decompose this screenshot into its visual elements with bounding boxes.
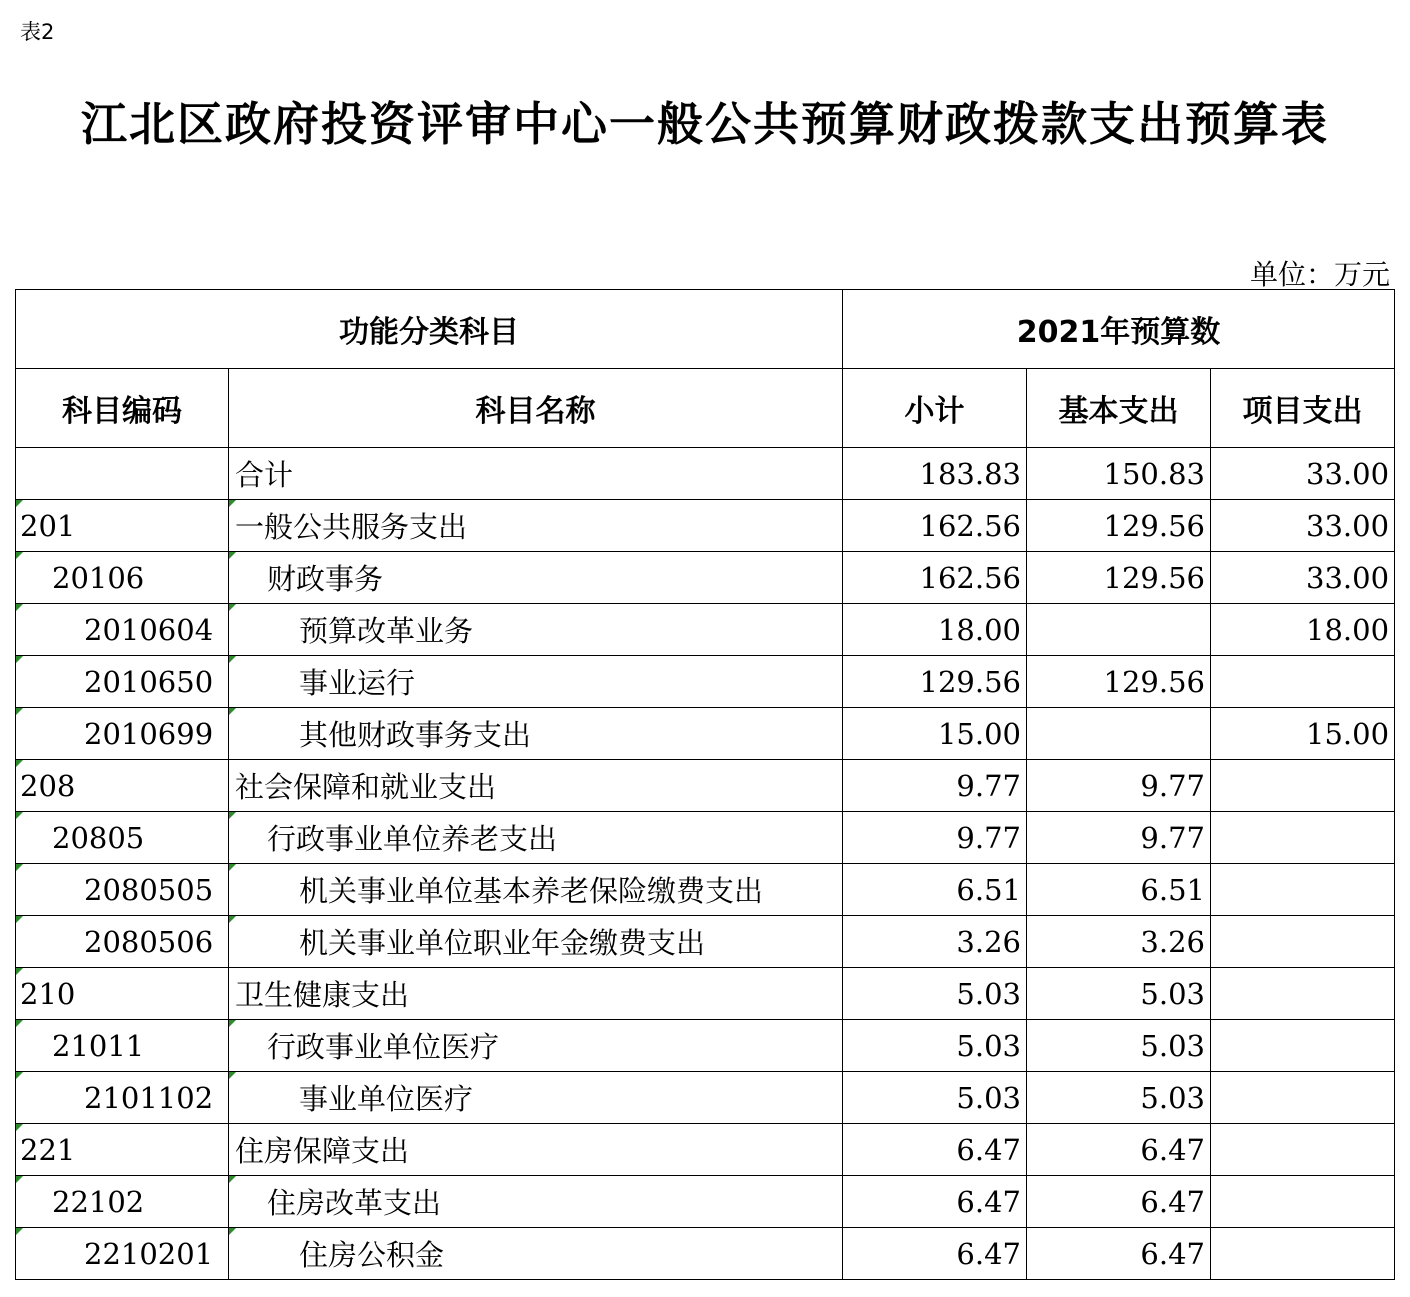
row-code <box>16 448 229 500</box>
row-subtotal: 5.03 <box>843 1020 1027 1072</box>
row-code: 2101102 <box>16 1072 229 1124</box>
row-project <box>1211 812 1395 864</box>
row-subtotal: 3.26 <box>843 916 1027 968</box>
row-code: 2010604 <box>16 604 229 656</box>
row-name: 机关事业单位基本养老保险缴费支出 <box>229 864 843 916</box>
row-code: 2210201 <box>16 1228 229 1280</box>
row-name: 财政事务 <box>229 552 843 604</box>
row-subtotal: 129.56 <box>843 656 1027 708</box>
row-basic <box>1027 604 1211 656</box>
row-name: 一般公共服务支出 <box>229 500 843 552</box>
row-name: 机关事业单位职业年金缴费支出 <box>229 916 843 968</box>
row-basic: 5.03 <box>1027 1020 1211 1072</box>
row-code: 210 <box>16 968 229 1020</box>
row-code: 208 <box>16 760 229 812</box>
table-row <box>16 916 1395 968</box>
page-title: 江北区政府投资评审中心一般公共预算财政拨款支出预算表 <box>81 97 1329 151</box>
row-basic: 6.51 <box>1027 864 1211 916</box>
table-row <box>16 500 1395 552</box>
row-project <box>1211 864 1395 916</box>
row-subtotal: 162.56 <box>843 552 1027 604</box>
row-project <box>1211 1072 1395 1124</box>
row-subtotal: 162.56 <box>843 500 1027 552</box>
table-row <box>16 708 1395 760</box>
row-project <box>1211 1020 1395 1072</box>
row-basic: 9.77 <box>1027 760 1211 812</box>
row-code: 221 <box>16 1124 229 1176</box>
row-code: 2010699 <box>16 708 229 760</box>
row-name: 社会保障和就业支出 <box>229 760 843 812</box>
table-row <box>16 1176 1395 1228</box>
unit-label: 单位：万元 <box>1249 258 1390 291</box>
row-project <box>1211 1228 1395 1280</box>
row-project: 33.00 <box>1211 552 1395 604</box>
row-code: 2080505 <box>16 864 229 916</box>
header-group-row <box>16 290 1395 369</box>
row-basic: 129.56 <box>1027 500 1211 552</box>
header-code: 科目编码 <box>16 369 229 448</box>
row-subtotal: 6.47 <box>843 1124 1027 1176</box>
row-name: 合计 <box>229 448 843 500</box>
table-label: 表2 <box>20 20 55 44</box>
row-code: 201 <box>16 500 229 552</box>
row-name: 行政事业单位养老支出 <box>229 812 843 864</box>
table-row <box>16 864 1395 916</box>
row-code: 2010650 <box>16 656 229 708</box>
row-name: 卫生健康支出 <box>229 968 843 1020</box>
row-subtotal: 18.00 <box>843 604 1027 656</box>
row-subtotal: 6.47 <box>843 1228 1027 1280</box>
row-subtotal: 183.83 <box>843 448 1027 500</box>
row-name: 事业运行 <box>229 656 843 708</box>
row-project <box>1211 968 1395 1020</box>
row-basic: 129.56 <box>1027 552 1211 604</box>
row-name: 住房保障支出 <box>229 1124 843 1176</box>
header-name: 科目名称 <box>229 369 843 448</box>
row-subtotal: 5.03 <box>843 968 1027 1020</box>
header-column-row <box>16 369 1395 448</box>
table-row <box>16 1228 1395 1280</box>
row-code: 20106 <box>16 552 229 604</box>
row-project: 18.00 <box>1211 604 1395 656</box>
table-row <box>16 1072 1395 1124</box>
row-basic: 6.47 <box>1027 1228 1211 1280</box>
table-row <box>16 812 1395 864</box>
row-project: 33.00 <box>1211 500 1395 552</box>
header-project: 项目支出 <box>1211 369 1395 448</box>
row-name: 预算改革业务 <box>229 604 843 656</box>
row-subtotal: 15.00 <box>843 708 1027 760</box>
row-basic: 9.77 <box>1027 812 1211 864</box>
row-project <box>1211 1124 1395 1176</box>
row-project <box>1211 1176 1395 1228</box>
row-name: 事业单位医疗 <box>229 1072 843 1124</box>
row-basic: 5.03 <box>1027 1072 1211 1124</box>
row-code: 22102 <box>16 1176 229 1228</box>
row-code: 2080506 <box>16 916 229 968</box>
row-name: 住房公积金 <box>229 1228 843 1280</box>
header-basic: 基本支出 <box>1027 369 1211 448</box>
row-basic: 129.56 <box>1027 656 1211 708</box>
row-project: 33.00 <box>1211 448 1395 500</box>
row-subtotal: 9.77 <box>843 760 1027 812</box>
row-name: 行政事业单位医疗 <box>229 1020 843 1072</box>
row-name: 住房改革支出 <box>229 1176 843 1228</box>
row-code: 20805 <box>16 812 229 864</box>
row-subtotal: 6.51 <box>843 864 1027 916</box>
table-row <box>16 552 1395 604</box>
header-functional-category: 功能分类科目 <box>16 290 843 369</box>
row-basic: 6.47 <box>1027 1176 1211 1228</box>
row-basic: 150.83 <box>1027 448 1211 500</box>
row-code: 21011 <box>16 1020 229 1072</box>
table-row <box>16 656 1395 708</box>
row-subtotal: 6.47 <box>843 1176 1027 1228</box>
table-row <box>16 1124 1395 1176</box>
table-row <box>16 1020 1395 1072</box>
budget-table <box>15 289 1395 1280</box>
table-row <box>16 968 1395 1020</box>
row-subtotal: 9.77 <box>843 812 1027 864</box>
row-project: 15.00 <box>1211 708 1395 760</box>
table-row <box>16 760 1395 812</box>
table-row-total <box>16 448 1395 500</box>
row-name: 其他财政事务支出 <box>229 708 843 760</box>
table-row <box>16 604 1395 656</box>
header-budget-year: 2021年预算数 <box>843 290 1395 369</box>
row-basic: 6.47 <box>1027 1124 1211 1176</box>
row-basic: 3.26 <box>1027 916 1211 968</box>
row-project <box>1211 760 1395 812</box>
header-subtotal: 小计 <box>843 369 1027 448</box>
row-project <box>1211 656 1395 708</box>
row-project <box>1211 916 1395 968</box>
row-subtotal: 5.03 <box>843 1072 1027 1124</box>
row-basic: 5.03 <box>1027 968 1211 1020</box>
row-basic <box>1027 708 1211 760</box>
